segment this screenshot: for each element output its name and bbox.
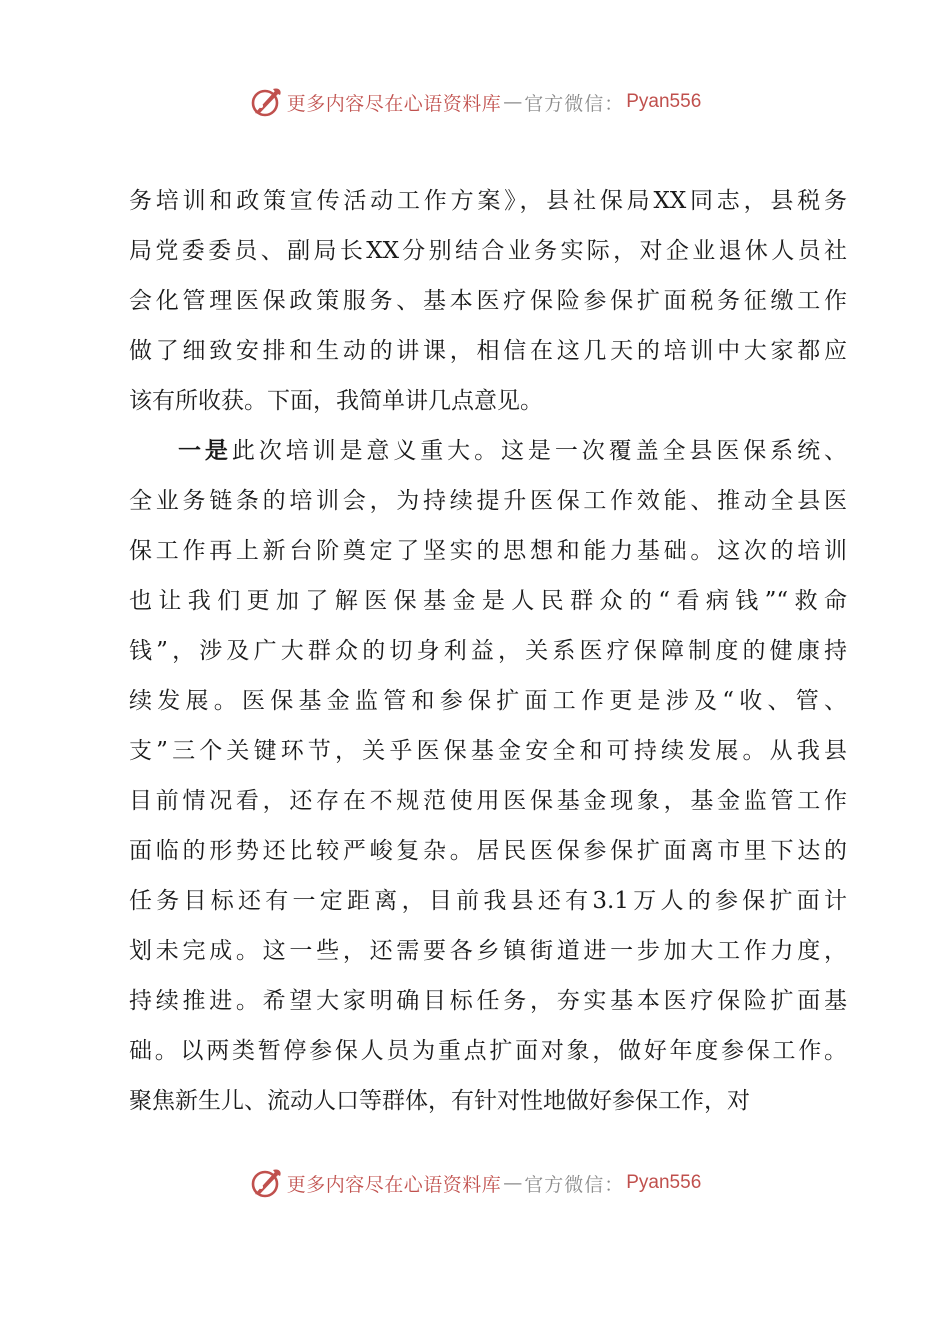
header-banner xyxy=(0,82,950,122)
quill-pen-logo-icon xyxy=(249,85,283,119)
text-line: 保工作再上新台阶奠定了坚实的思想和能力基础。这次的培训 xyxy=(129,538,847,564)
paragraph-2 xyxy=(129,426,847,1126)
wechat-id: Pyan556 xyxy=(626,91,702,112)
text-segment: 此次培训是意义重大。这是一次覆盖全县医保系统、 xyxy=(231,438,848,464)
brand-text: 更多内容尽在心语资料库 xyxy=(286,1173,502,1196)
wechat-label: 官方微信： xyxy=(524,92,625,115)
footer-banner xyxy=(0,1163,950,1203)
document-body xyxy=(129,176,847,1126)
text-line: 做了细致安排和生动的讲课，相信在这几天的培训中大家都应 xyxy=(129,338,847,364)
text-line: 续发展。医保基金监管和参保扩面工作更是涉及“收、管、 xyxy=(129,688,847,714)
paragraph-1 xyxy=(129,176,847,426)
text-line: 划未完成。这一些，还需要各乡镇街道进一步加大工作力度， xyxy=(129,938,847,964)
text-line xyxy=(129,426,847,476)
text-line: 该有所收获。下面，我简单讲几点意见。 xyxy=(129,388,543,414)
text-line: 钱”，涉及广大群众的切身利益，关系医疗保障制度的健康持 xyxy=(129,638,847,664)
text-line: 持续推进。希望大家明确目标任务，夯实基本医疗保险扩面基 xyxy=(129,988,847,1014)
text-line: 全业务链条的培训会，为持续提升医保工作效能、推动全县医 xyxy=(129,488,847,514)
text-line: 也让我们更加了解医保基金是人民群众的“看病钱”“救命 xyxy=(129,588,847,614)
text-line: 聚焦新生儿、流动人口等群体，有针对性地做好参保工作，对 xyxy=(129,1088,750,1114)
text-line: 础。以两类暂停参保人员为重点扩面对象，做好年度参保工作。 xyxy=(129,1038,847,1064)
text-line: 支”三个关键环节，关乎医保基金安全和可持续发展。从我县 xyxy=(129,738,847,764)
wechat-id: Pyan556 xyxy=(626,1172,702,1193)
paragraph-lead: 一是 xyxy=(178,437,232,464)
wechat-label: 官方微信： xyxy=(524,1173,625,1196)
banner-dash: — xyxy=(503,91,523,113)
quill-pen-logo-icon xyxy=(249,1166,283,1200)
text-line: 目前情况看，还存在不规范使用医保基金现象，基金监管工作 xyxy=(129,788,847,814)
brand-text: 更多内容尽在心语资料库 xyxy=(286,92,502,115)
text-line: 面临的形势还比较严峻复杂。居民医保参保扩面离市里下达的 xyxy=(129,838,847,864)
text-line: 局党委委员、副局长XX分别结合业务实际，对企业退休人员社 xyxy=(129,238,847,264)
text-line: 会化管理医保政策服务、基本医疗保险参保扩面税务征缴工作 xyxy=(129,288,847,314)
text-line: 任务目标还有一定距离，目前我县还有3.1万人的参保扩面计 xyxy=(129,888,847,914)
text-line: 务培训和政策宣传活动工作方案》，县社保局XX同志，县税务 xyxy=(129,188,847,214)
banner-dash: — xyxy=(503,1172,523,1194)
